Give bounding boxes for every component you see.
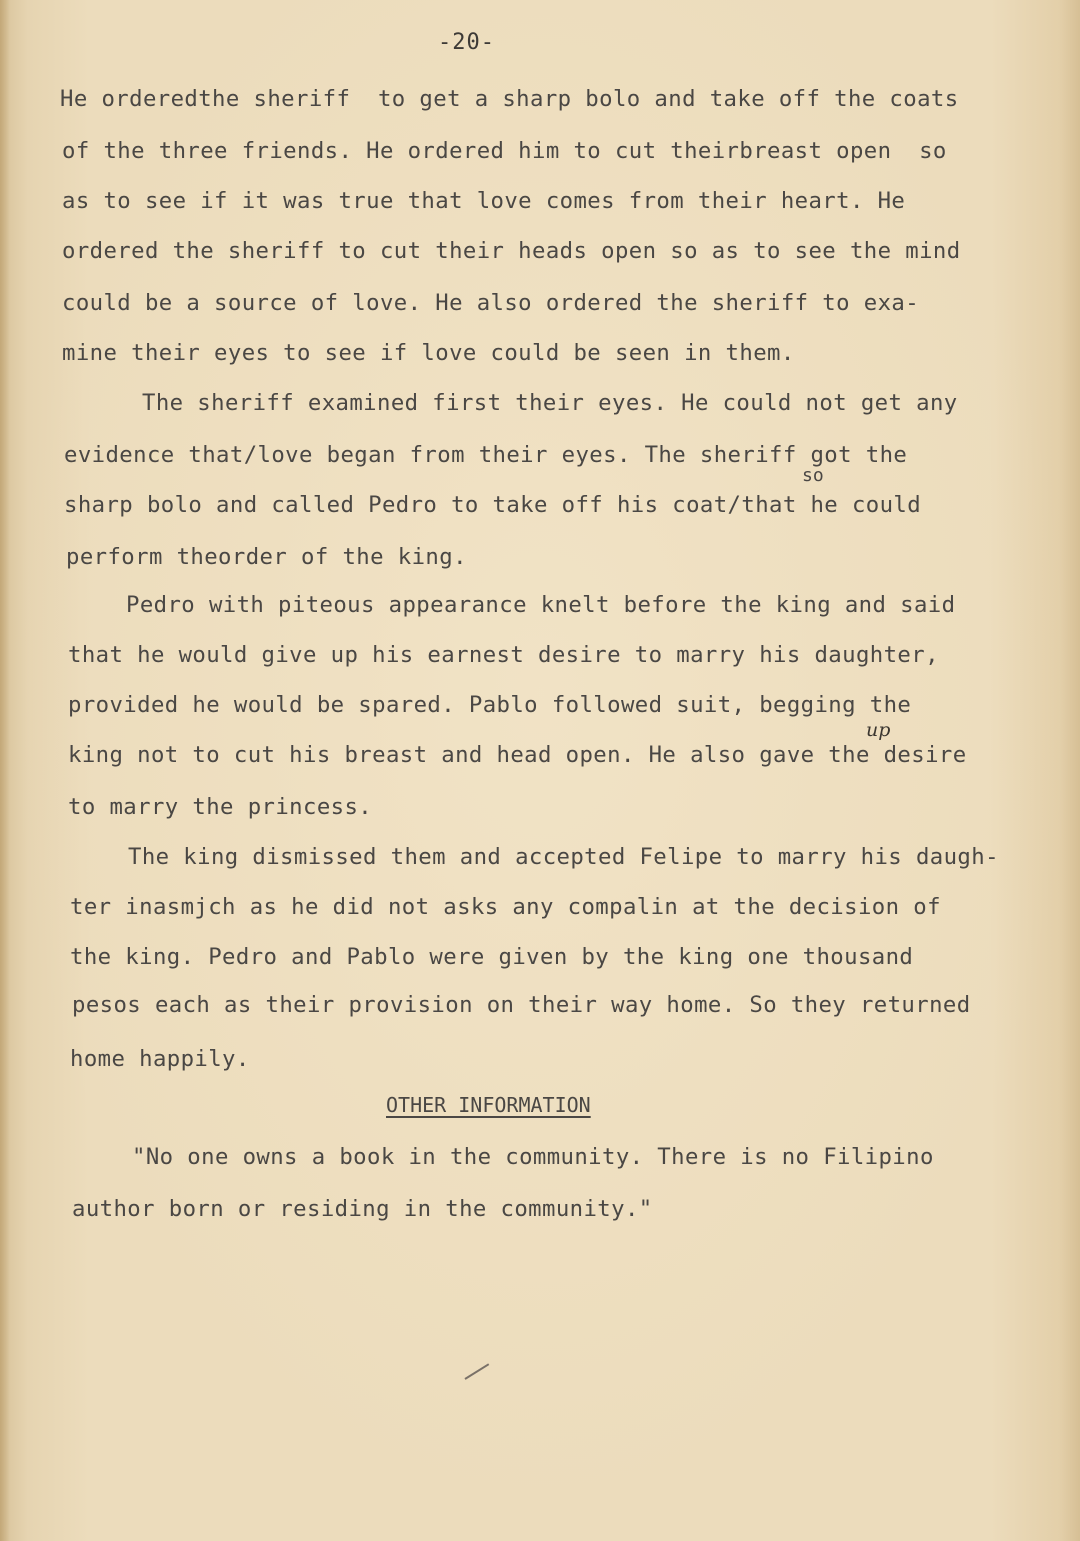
text-line: pesos each as their provision on their way home. So they returned <box>72 992 971 1018</box>
handwritten-insertion: up <box>866 719 891 741</box>
text-line: to marry the princess. <box>68 794 373 820</box>
text-line: perform theorder of the king. <box>66 544 467 570</box>
text-line: The king dismissed them and accepted Felipe to marry his daugh- <box>128 844 999 870</box>
text-line: ter inasmjch as he did not asks any compalin at the decision of <box>70 894 941 920</box>
section-heading: OTHER INFORMATION <box>386 1093 591 1117</box>
text-line: of the three friends. He ordered him to cut theirbreast open so <box>62 138 947 164</box>
text-line: sharp bolo and called Pedro to take off his coat/that he could <box>64 492 922 518</box>
text-line: as to see if it was true that love comes from their heart. He <box>62 188 906 214</box>
text-line: home happily. <box>70 1046 250 1072</box>
text-line: that he would give up his earnest desire to marry his daughter, <box>68 642 939 668</box>
text-line: the king. Pedro and Pablo were given by the king one thousand <box>70 944 914 970</box>
text-line: could be a source of love. He also ordered the sheriff to exa- <box>62 290 920 316</box>
page-edge-shadow <box>0 0 10 1541</box>
text-line: provided he would be spared. Pablo followed suit, begging the <box>68 692 912 718</box>
text-line: ordered the sheriff to cut their heads open so as to see the mind <box>62 238 961 264</box>
text-line: The sheriff examined first their eyes. He could not get any <box>142 390 958 416</box>
interlinear-insertion: so <box>802 465 824 486</box>
quote-line: author born or residing in the community." <box>72 1196 653 1222</box>
quote-line: "No one owns a book in the community. There is no Filipino <box>132 1144 934 1170</box>
pen-stroke-mark <box>464 1363 489 1380</box>
text-line: evidence that/love began from their eyes. The sheriff got the <box>64 442 908 468</box>
text-line: king not to cut his breast and head open. He also gave the desire <box>68 742 967 768</box>
text-line: mine their eyes to see if love could be seen in them. <box>62 340 795 366</box>
text-line: He orderedthe sheriff to get a sharp bolo and take off the coats <box>60 86 959 112</box>
text-line: Pedro with piteous appearance knelt before the king and said <box>126 592 956 618</box>
page-number: -20- <box>438 30 495 55</box>
